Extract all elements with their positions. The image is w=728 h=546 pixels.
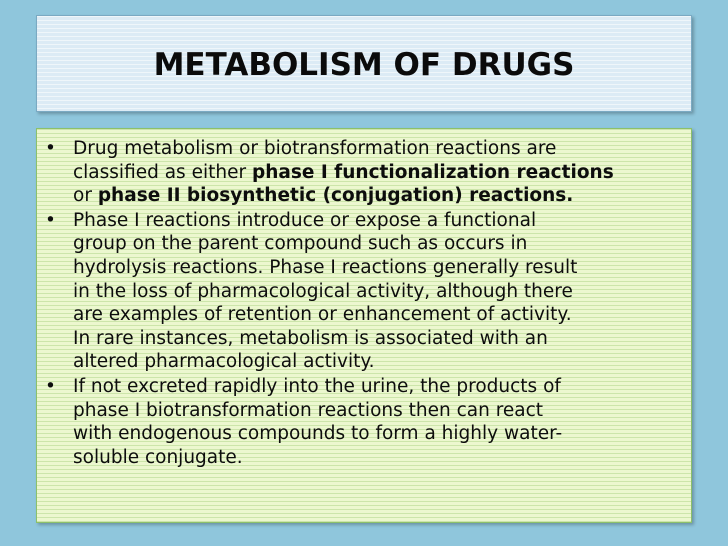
bullet-line: phase I biotransformation reactions then can react bbox=[73, 399, 544, 421]
bullet-item-1 bbox=[37, 137, 689, 208]
bullet-line: hydrolysis reactions. Phase I reactions generally result bbox=[73, 256, 578, 278]
bullet-line: If not excreted rapidly into the urine, the products of bbox=[73, 375, 561, 397]
bullet-line: Drug metabolism or biotransformation reactions are bbox=[73, 138, 557, 159]
bullet-bold-text: phase II biosynthetic (conjugation) reactions. bbox=[97, 185, 574, 207]
bullet-line: in the loss of pharmacological activity, although there bbox=[73, 280, 573, 302]
bullet-text: classified as either bbox=[73, 161, 252, 183]
bullet-line: In rare instances, metabolism is associated with an bbox=[73, 327, 548, 349]
bullet-line bbox=[73, 161, 689, 185]
bullet-item-3 bbox=[37, 375, 689, 469]
bullet-dot: • bbox=[45, 138, 56, 159]
bullet-line: Phase I reactions introduce or expose a functional bbox=[73, 209, 537, 231]
bullet-line: soluble conjugate. bbox=[73, 446, 243, 468]
bullet-line bbox=[73, 184, 689, 208]
bullet-dot: • bbox=[45, 209, 56, 231]
title-panel bbox=[36, 15, 692, 112]
bullet-text: or bbox=[73, 185, 98, 207]
bullet-line: with endogenous compounds to form a highly water- bbox=[73, 423, 563, 445]
bullet-list bbox=[37, 137, 689, 470]
bullet-line: group on the parent compound such as occurs in bbox=[73, 233, 528, 255]
slide-title: METABOLISM OF DRUGS bbox=[153, 47, 575, 83]
bullet-item-2 bbox=[37, 209, 689, 374]
bullet-line: are examples of retention or enhancement of activity. bbox=[73, 304, 572, 326]
bullet-dot: • bbox=[45, 375, 56, 397]
bullet-bold-text: phase I functionalization reactions bbox=[251, 161, 614, 183]
bullet-line: altered pharmacological activity. bbox=[73, 351, 375, 373]
content-panel bbox=[36, 128, 692, 523]
